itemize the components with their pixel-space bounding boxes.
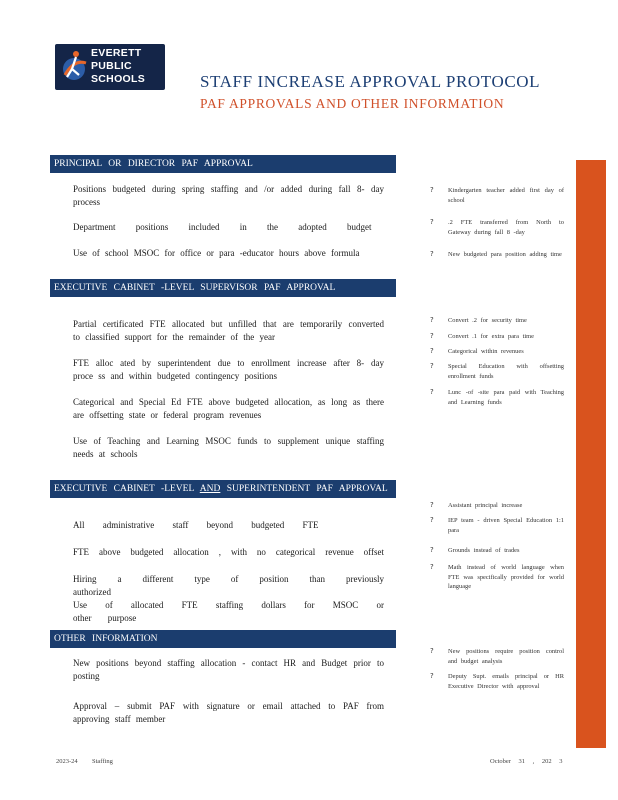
footer-label: Staffing bbox=[92, 758, 113, 765]
note-text: Grounds instead of trades bbox=[448, 547, 520, 554]
note-marker-icon: ? bbox=[430, 347, 434, 355]
side-note bbox=[430, 218, 564, 237]
list-item bbox=[54, 318, 384, 344]
note-marker-icon: ? bbox=[430, 218, 434, 226]
side-note bbox=[430, 388, 564, 407]
note-text: Special Education with offsetting enrollment funds bbox=[448, 363, 564, 380]
list-item bbox=[54, 599, 384, 625]
item-text: FTE above budgeted allocation , with no categorical revenue offset bbox=[73, 547, 384, 557]
note-marker-icon: ? bbox=[430, 250, 434, 258]
logo-line-2: PUBLIC bbox=[91, 60, 132, 72]
side-note bbox=[430, 647, 564, 666]
note-marker-icon: ? bbox=[430, 501, 434, 509]
item-text: All administrative staff beyond budgeted FTE bbox=[73, 520, 319, 530]
footer-year: 2023-24 bbox=[56, 758, 78, 765]
district-logo bbox=[55, 44, 165, 90]
item-text: Categorical and Special Ed FTE above budgeted allocation, as long as there are offsetting state or federal program revenues bbox=[73, 397, 384, 420]
note-marker-icon: ? bbox=[430, 362, 434, 370]
note-text: Assistant principal increase bbox=[448, 502, 523, 509]
note-marker-icon: ? bbox=[430, 186, 434, 194]
item-text: Use of school MSOC for office or para -educator hours above formula bbox=[73, 248, 360, 258]
item-text: Partial certificated FTE allocated but unfilled that are temporarily converted to classified support for the remainder of the year bbox=[73, 319, 384, 342]
side-accent-bar bbox=[576, 160, 606, 748]
list-item bbox=[54, 435, 384, 461]
side-note bbox=[430, 362, 564, 381]
side-note bbox=[430, 316, 564, 326]
list-item bbox=[54, 546, 384, 559]
page-title: STAFF INCREASE APPROVAL PROTOCOL bbox=[200, 72, 541, 91]
list-item bbox=[54, 573, 384, 599]
side-note bbox=[430, 516, 564, 535]
side-note bbox=[430, 250, 564, 260]
note-text: New positions require position control and budget analysis bbox=[448, 648, 564, 665]
item-text: FTE alloc ated by superintendent due to enrollment increase after 8- day proce ss and within budgeted contingency positions bbox=[73, 358, 384, 381]
section-heading-principal: PRINCIPAL OR DIRECTOR PAF APPROVAL bbox=[50, 155, 396, 173]
note-text: Math instead of world language when FTE was specifically provided for world language bbox=[448, 564, 564, 590]
note-text: New budgeted para position adding time bbox=[448, 251, 562, 258]
runner-globe-icon bbox=[59, 47, 89, 87]
logo-line-3: SCHOOLS bbox=[91, 73, 146, 85]
note-text: Convert .2 for security time bbox=[448, 317, 527, 324]
note-text: .2 FTE transferred from North to Gateway during fall 8 -day bbox=[448, 219, 564, 236]
section-heading-other-information: OTHER INFORMATION bbox=[50, 630, 396, 648]
list-item bbox=[54, 247, 384, 260]
note-marker-icon: ? bbox=[430, 647, 434, 655]
note-marker-icon: ? bbox=[430, 388, 434, 396]
side-note bbox=[430, 563, 564, 592]
item-text: Positions budgeted during spring staffing and /or added during fall 8- day process bbox=[73, 184, 384, 207]
item-text: Use of allocated FTE staffing dollars for MSOC or other purpose bbox=[73, 600, 384, 623]
section-heading-cabinet-superintendent bbox=[50, 480, 396, 498]
page-subtitle: PAF APPROVALS AND OTHER INFORMATION bbox=[200, 96, 505, 111]
list-item bbox=[54, 396, 384, 422]
item-text: Use of Teaching and Learning MSOC funds to supplement unique staffing needs at schools bbox=[73, 436, 384, 459]
section-heading-cabinet-supervisor: EXECUTIVE CABINET -LEVEL SUPERVISOR PAF APPROVAL bbox=[50, 279, 396, 297]
item-text: Department positions included in the adopted budget bbox=[73, 222, 372, 232]
side-note bbox=[430, 186, 564, 205]
side-note bbox=[430, 501, 564, 511]
note-marker-icon: ? bbox=[430, 332, 434, 340]
note-text: Convert .1 for extra para time bbox=[448, 333, 534, 340]
heading-and: AND bbox=[199, 484, 221, 494]
heading-part: EXECUTIVE CABINET -LEVEL bbox=[54, 484, 200, 494]
note-text: Kindergarten teacher added first day of school bbox=[448, 187, 564, 204]
note-text: Categorical within revenues bbox=[448, 348, 524, 355]
list-item bbox=[54, 519, 384, 532]
list-item bbox=[54, 183, 384, 209]
item-text: Hiring a different type of position than previously authorized bbox=[73, 574, 384, 597]
item-text: Approval – submit PAF with signature or email attached to PAF from approving staff member bbox=[73, 701, 384, 724]
heading-part: SUPERINTENDENT PAF APPROVAL bbox=[220, 484, 388, 494]
list-item bbox=[54, 357, 384, 383]
note-text: Lunc -of -site para paid with Teaching and Learning funds bbox=[448, 389, 564, 406]
note-text: IEP team - driven Special Education 1:1 para bbox=[448, 517, 564, 534]
note-marker-icon: ? bbox=[430, 546, 434, 554]
footer-date: October 31 , 202 3 bbox=[490, 758, 563, 765]
side-note bbox=[430, 347, 564, 357]
side-note bbox=[430, 546, 564, 556]
note-marker-icon: ? bbox=[430, 672, 434, 680]
note-marker-icon: ? bbox=[430, 563, 434, 571]
item-text: New positions beyond staffing allocation - contact HR and Budget prior to posting bbox=[73, 658, 384, 681]
logo-line-1: EVERETT bbox=[91, 47, 142, 59]
side-note bbox=[430, 332, 564, 342]
note-text: Deputy Supt. emails principal or HR Executive Director with approval bbox=[448, 673, 564, 690]
list-item bbox=[54, 221, 384, 234]
list-item bbox=[54, 657, 384, 683]
list-item bbox=[54, 700, 384, 726]
side-note bbox=[430, 672, 564, 691]
note-marker-icon: ? bbox=[430, 516, 434, 524]
note-marker-icon: ? bbox=[430, 316, 434, 324]
